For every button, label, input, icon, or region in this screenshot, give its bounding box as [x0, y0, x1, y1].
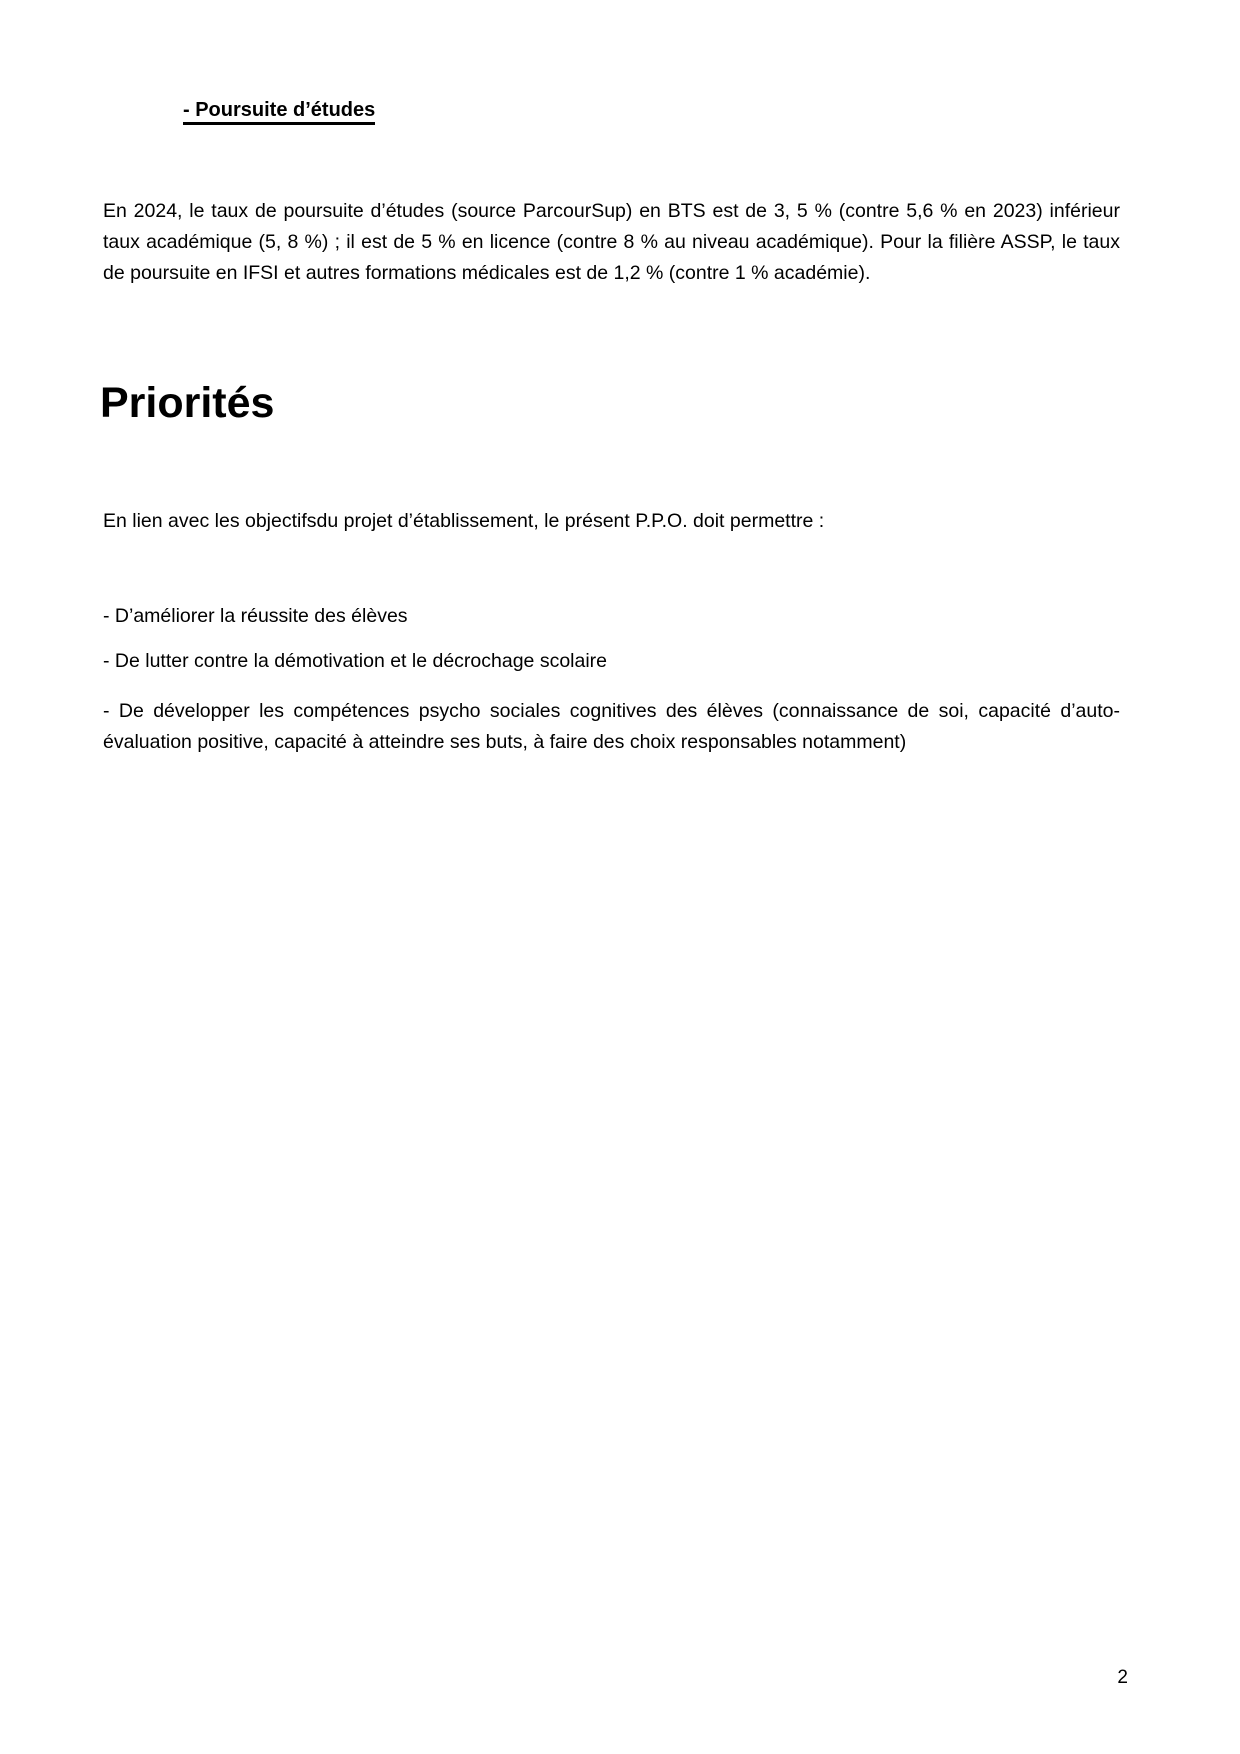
section-heading	[183, 96, 375, 124]
section-heading-text: - Poursuite d’études	[183, 99, 375, 125]
bullet-item-competences: - De développer les compétences psycho sociales cognitives des élèves (connaissance de soi, capacité d’auto-évaluation positive, capacité à atteindre ses buts, à faire des choix responsables notamment)	[103, 700, 1120, 753]
intro-line: En lien avec les objectifsdu projet d’établissement, le présent P.P.O. doit permettre :	[103, 510, 825, 532]
bullet-item-demotivation: - De lutter contre la démotivation et le décrochage scolaire	[103, 650, 608, 672]
page-title: Priorités	[100, 379, 275, 427]
bullet-item-reussite: - D’améliorer la réussite des élèves	[103, 605, 408, 627]
page-number: 2	[1117, 1667, 1128, 1688]
paragraph-poursuite-stats: En 2024, le taux de poursuite d’études (source ParcourSup) en BTS est de 3, 5 % (contre 5,6 % en 2023) inférieur taux académique (5, 8 %) ; il est de 5 % en licence (contre 8 % au niveau académique). Pour la filière ASSP, le taux de poursuite en IFSI et autres formations médicales est de 1,2 % (contre 1 % académie).	[103, 200, 1120, 284]
